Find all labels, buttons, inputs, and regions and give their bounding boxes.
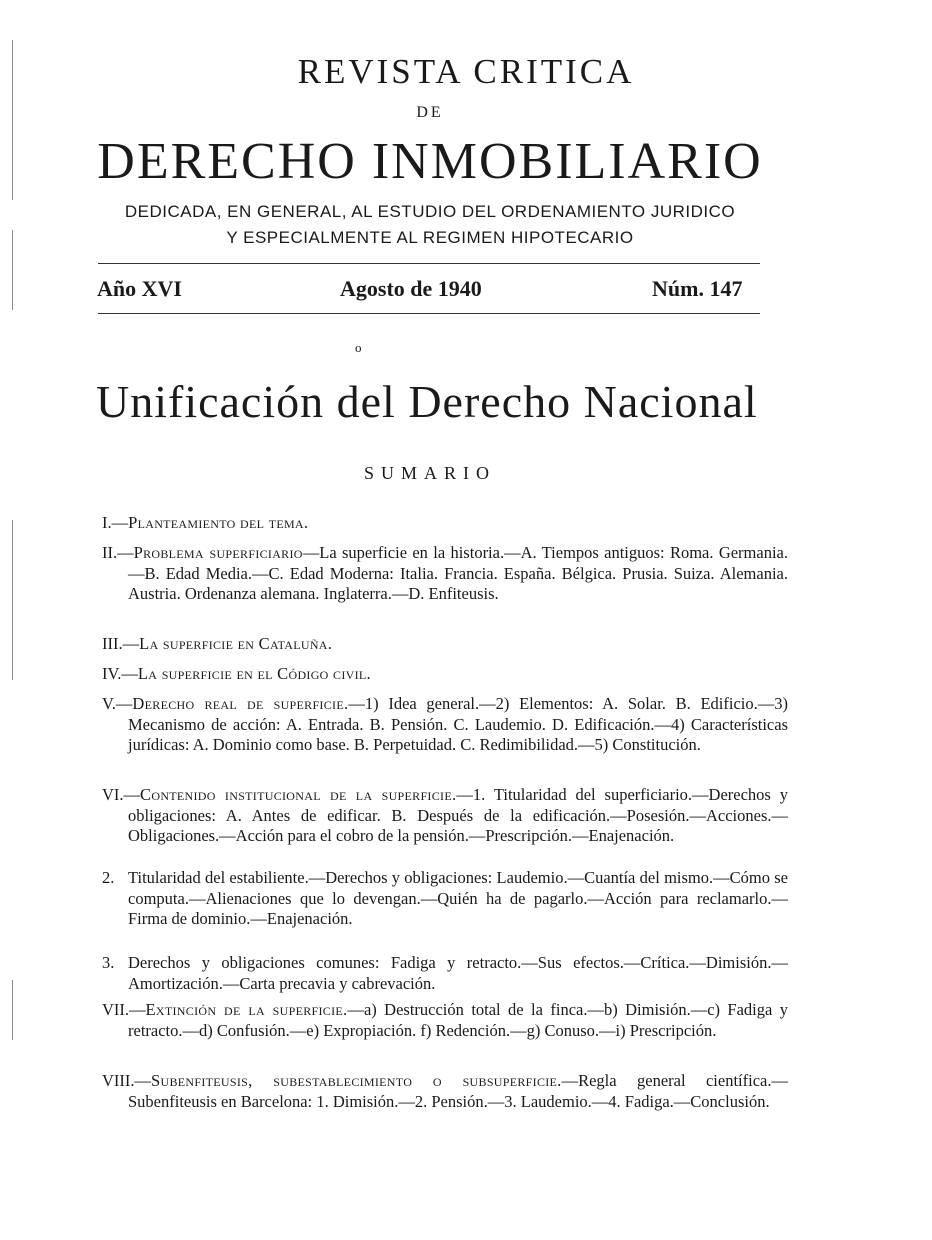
issue-number: Núm. 147 [652, 276, 743, 301]
toc-entry-number: V.— [102, 694, 133, 713]
toc-entry-v [102, 694, 788, 756]
journal-title-line1: REVISTA CRITICA [297, 52, 635, 91]
summary-heading: SUMARIO [363, 463, 496, 483]
ornament: o [355, 340, 362, 355]
toc-entry-heading: Problema superficiario [133, 543, 303, 562]
journal-title-line3: DERECHO INMOBILIARIO [97, 133, 763, 190]
journal-subtitle-line1: DEDICADA, EN GENERAL, AL ESTUDIO DEL ORDENAMIENTO JURIDICO [124, 202, 736, 221]
article-title: Unificación del Derecho Nacional [96, 376, 758, 427]
toc-entry-number: I.— [102, 513, 129, 532]
toc-entry-heading: La superficie en el Código civil. [137, 664, 371, 683]
toc-entry-text: —1. Titularidad del superficiario.—Derechos y obligaciones: A. Antes de edificar. B. Después de la edificación.—Posesión.—Acciones.—Obligaciones.—Acción para el cobro de la pensión.—Prescripción.—Enajenación. [128, 785, 788, 845]
page-edge-mark [12, 520, 13, 680]
toc-entry-vi [102, 785, 788, 847]
toc-entry-text: Derechos y obligaciones comunes: Fadiga y retracto.—Sus efectos.—Crítica.—Dimisión.—Amortización.—Carta precavia y cabrevación. [128, 953, 788, 993]
toc-entry-heading: Contenido institucional de la superficie. [140, 785, 457, 804]
toc-entry-heading: La superficie en Cataluña. [139, 634, 333, 653]
table-of-contents [102, 513, 789, 1153]
divider-top [98, 263, 760, 264]
toc-entry-vii [102, 1000, 788, 1041]
journal-title-line2: DE [416, 104, 444, 121]
toc-entry-text: —La superficie en la historia.—A. Tiempos antiguos: Roma. Germania.—B. Edad Media.—C. Edad Moderna: Italia. Francia. España. Bélgica. Prusia. Suiza. Alemania. Austria. Ordenanza alemana. Inglaterra.—D. Enfiteusis. [128, 543, 788, 603]
toc-entry-text: Titularidad del estabiliente.—Derechos y obligaciones: Laudemio.—Cuantía del mismo.—Cómo se computa.—Alienaciones que lo devengan.—Quién ha de pagarlo.—Acción para reclamarlo.—Firma de dominio.—Enajenación. [128, 868, 788, 928]
toc-entry-number: 2. [102, 868, 115, 887]
toc-entry-heading: Planteamiento del tema. [128, 513, 309, 532]
toc-entry-iii [102, 634, 788, 655]
toc-entry-number: VI.— [102, 785, 141, 804]
toc-entry-heading: Subenfiteusis, subestablecimiento o subsuperficie. [151, 1071, 562, 1090]
toc-entry-heading: Extinción de la superficie. [145, 1000, 348, 1019]
issue-date: Agosto de 1940 [340, 276, 482, 301]
toc-entry-vi-2 [102, 868, 788, 930]
toc-entry-text: —1) Idea general.—2) Elementos: A. Solar. B. Edificio.—3) Mecanismo de acción: A. Entrada. B. Pensión. C. Laudemio. D. Edificación.—4) Características jurídicas: A. Dominio como base. B. Perpetuidad. C. Redimibilidad.—5) Constitución. [128, 694, 788, 754]
toc-entry-number: II.— [102, 543, 134, 562]
toc-entry-i [102, 513, 788, 534]
divider-bottom [98, 313, 760, 314]
toc-entry-number: III.— [102, 634, 140, 653]
toc-entry-number: 3. [102, 953, 115, 972]
toc-entry-number: VII.— [102, 1000, 146, 1019]
toc-entry-number: IV.— [102, 664, 138, 683]
toc-entry-viii [102, 1071, 788, 1112]
toc-entry-vi-3 [102, 953, 788, 994]
journal-subtitle-line2: Y ESPECIALMENTE AL REGIMEN HIPOTECARIO [226, 228, 634, 247]
toc-entry-number: VIII.— [102, 1071, 152, 1090]
toc-entry-heading: Derecho real de superficie. [132, 694, 349, 713]
page-edge-mark [12, 980, 13, 1040]
toc-entry-ii [102, 543, 788, 605]
issue-year: Año XVI [97, 276, 182, 301]
toc-entry-iv [102, 664, 788, 685]
toc-entry-text: —Regla general científica.—Subenfiteusis en Barcelona: 1. Dimisión.—2. Pensión.—3. Laudemio.—4. Fadiga.—Conclusión. [128, 1071, 788, 1111]
toc-entry-text: —a) Destrucción total de la finca.—b) Dimisión.—c) Fadiga y retracto.—d) Confusión.—e) Expropiación. f) Redención.—g) Conuso.—i) Prescripción. [128, 1000, 789, 1040]
